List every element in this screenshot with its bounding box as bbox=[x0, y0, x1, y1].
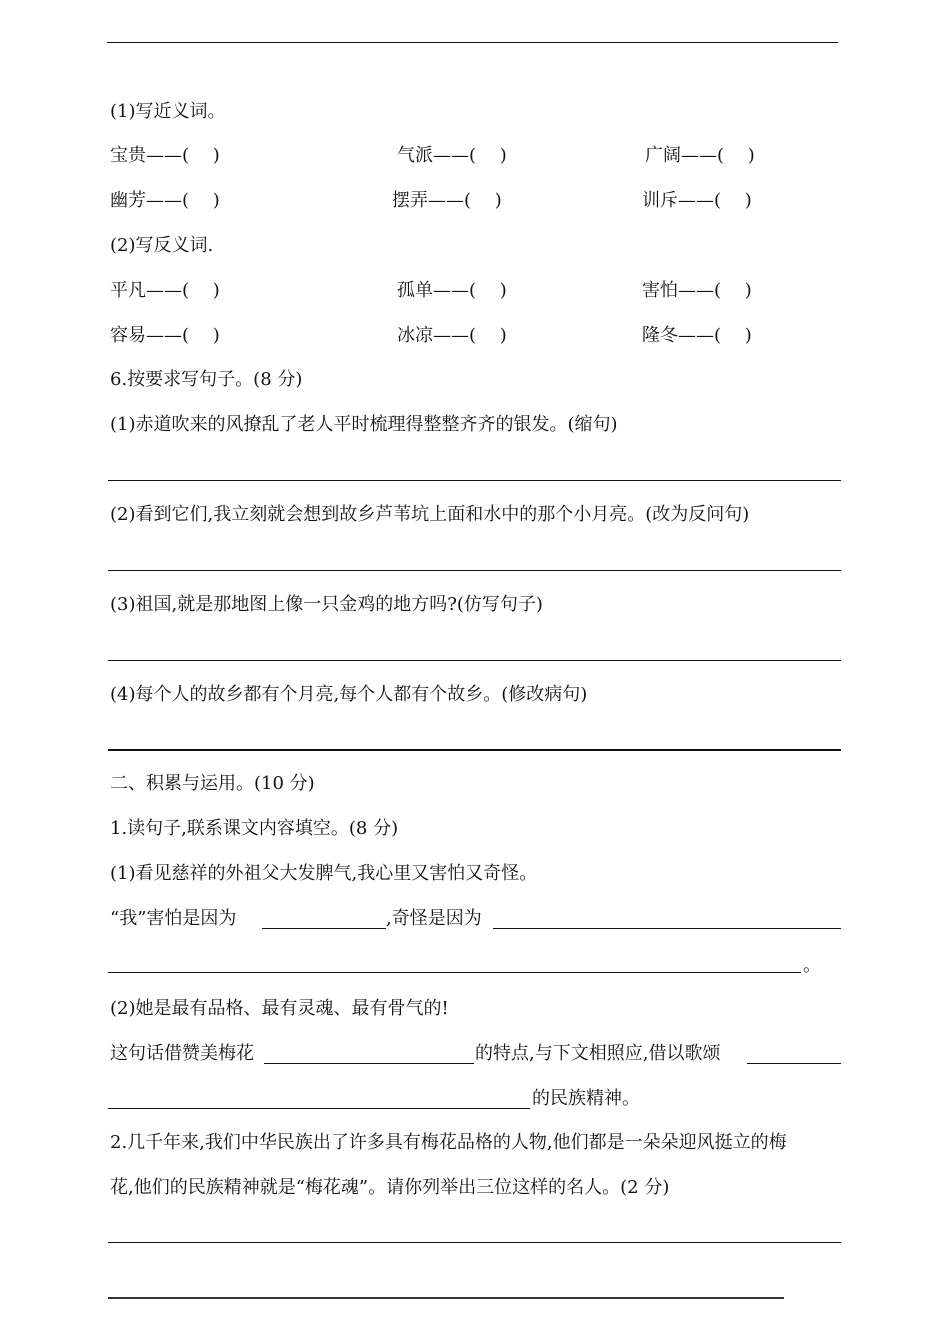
fill-blank[interactable] bbox=[262, 928, 386, 929]
section-2-q1-title: 1.读句子,联系课文内容填空。(8 分) bbox=[110, 818, 399, 839]
section-2-q2-line-1: 2.几千年来,我们中华民族出了许多具有梅花品格的人物,他们都是一朵朵迎风挺立的梅 bbox=[110, 1132, 787, 1153]
synonym-item[interactable]: 气派——( ) bbox=[397, 145, 507, 166]
header-rule bbox=[107, 42, 838, 43]
synonym-item[interactable]: 训斥——( ) bbox=[642, 190, 752, 211]
answer-line[interactable] bbox=[108, 749, 841, 751]
synonyms-label: (1)写近义词。 bbox=[110, 101, 226, 122]
section-2-q1-sentence-2: (2)她是最有品格、最有灵魂、最有骨气的! bbox=[110, 998, 449, 1019]
q6-sentence-3: (3)祖国,就是那地图上像一只金鸡的地方吗?(仿写句子) bbox=[110, 594, 543, 615]
fill-text: ,奇怪是因为 bbox=[386, 908, 482, 929]
q6-sentence-4: (4)每个人的故乡都有个月亮,每个人都有个故乡。(修改病句) bbox=[110, 684, 588, 705]
synonym-item[interactable]: 幽芳——( ) bbox=[110, 190, 220, 211]
antonym-item[interactable]: 容易——( ) bbox=[110, 325, 220, 346]
antonyms-label: (2)写反义词. bbox=[110, 235, 214, 256]
fill-blank[interactable] bbox=[747, 1063, 841, 1064]
fill-blank[interactable] bbox=[108, 972, 801, 973]
antonym-item[interactable]: 害怕——( ) bbox=[642, 280, 752, 301]
fill-text: “我”害怕是因为 bbox=[110, 908, 237, 929]
section-2-q2-line-2: 花,他们的民族精神就是“梅花魂”。请你列举出三位这样的名人。(2 分) bbox=[110, 1177, 670, 1198]
section-2-q1-sentence-1: (1)看见慈祥的外祖父大发脾气,我心里又害怕又奇怪。 bbox=[110, 863, 538, 884]
footer-rule bbox=[108, 1297, 784, 1299]
answer-line[interactable] bbox=[108, 660, 841, 661]
period: 。 bbox=[803, 955, 821, 976]
fill-text: 这句话借赞美梅花 bbox=[110, 1043, 254, 1064]
q6-sentence-2: (2)看到它们,我立刻就会想到故乡芦苇坑上面和水中的那个小月亮。(改为反问句) bbox=[110, 504, 750, 525]
antonym-item[interactable]: 孤单——( ) bbox=[397, 280, 507, 301]
answer-line[interactable] bbox=[108, 1242, 841, 1243]
answer-line[interactable] bbox=[108, 480, 841, 481]
fill-text: 的特点,与下文相照应,借以歌颂 bbox=[475, 1043, 721, 1064]
fill-blank[interactable] bbox=[108, 1108, 530, 1109]
fill-blank[interactable] bbox=[264, 1063, 474, 1064]
q6-sentence-1: (1)赤道吹来的风撩乱了老人平时梳理得整整齐齐的银发。(缩句) bbox=[110, 414, 618, 435]
synonym-item[interactable]: 摆弄——( ) bbox=[392, 190, 502, 211]
question-6-title: 6.按要求写句子。(8 分) bbox=[110, 369, 303, 390]
antonym-item[interactable]: 隆冬——( ) bbox=[642, 325, 752, 346]
fill-blank[interactable] bbox=[493, 928, 841, 929]
synonym-item[interactable]: 广阔——( ) bbox=[645, 145, 755, 166]
synonym-item[interactable]: 宝贵——( ) bbox=[110, 145, 220, 166]
fill-text: 的民族精神。 bbox=[532, 1088, 640, 1109]
antonym-item[interactable]: 平凡——( ) bbox=[110, 280, 220, 301]
antonym-item[interactable]: 冰凉——( ) bbox=[397, 325, 507, 346]
answer-line[interactable] bbox=[108, 570, 841, 571]
section-2-heading: 二、积累与运用。(10 分) bbox=[110, 773, 315, 794]
